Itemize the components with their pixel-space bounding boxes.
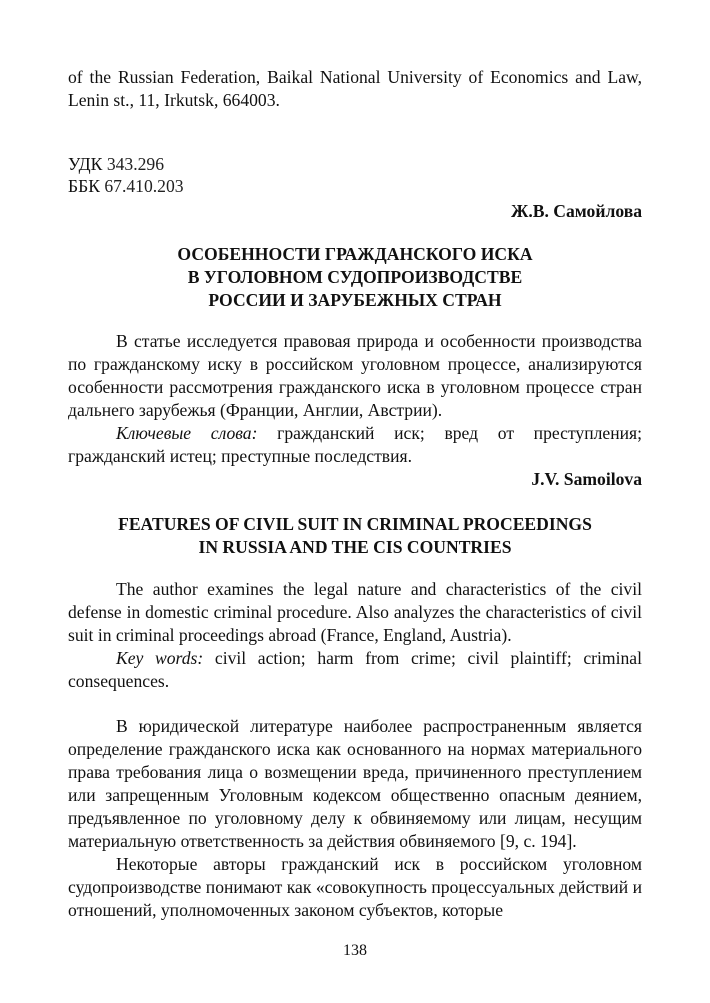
keywords-en-text: civil action; harm from crime; civil plaintiff; criminal consequences.: [68, 648, 642, 691]
keywords-ru: [68, 422, 642, 468]
keywords-ru-label: Ключевые слова:: [116, 423, 258, 443]
abstract-en-text: The author examines the legal nature and characteristics of the civil defense in domestic criminal procedure. Also analyzes the characteristics of civil suit in criminal proceedings abroad (France, England, Austria).: [68, 579, 642, 645]
title-ru: [68, 243, 642, 312]
keywords-en-label: Key words:: [116, 648, 204, 668]
body-paragraph: Некоторые авторы гражданский иск в российском уголовном судопроизводстве понимают как «совокупность процессуальных действий и отношений, уполномоченных законом субъектов, которые: [68, 854, 642, 920]
title-en-line: FEATURES OF CIVIL SUIT IN CRIMINAL PROCEEDINGS: [118, 514, 592, 534]
udk-value: 343.296: [106, 154, 165, 174]
abstract-en: [68, 578, 642, 693]
title-ru-line: РОССИИ И ЗАРУБЕЖНЫХ СТРАН: [208, 290, 502, 310]
author-en: J.V. Samoilova: [531, 469, 642, 489]
udk-line: [68, 153, 642, 175]
affiliation-text: of the Russian Federation, Baikal National University of Economics and Law, Lenin st., 11, Irkutsk, 664003.: [68, 67, 642, 110]
body-text: [68, 715, 642, 922]
author-ru: Ж.В. Самойлова: [510, 201, 642, 221]
page-number: 138: [343, 942, 367, 959]
abstract-ru-text: В статье исследуется правовая природа и особенности производства по гражданскому иску в российском уголовном процессе, анализируются особенности рассмотрения гражданского иска в уголовном процессе стран дальнего зарубежья (Франции, Англии, Австрии).: [68, 331, 642, 420]
bbk-value: 67.410.203: [104, 176, 184, 196]
body-paragraph: В юридической литературе наиболее распространенным является определение гражданского иска как основанного на нормах материального права требования лица о возмещении вреда, причиненного преступлением или запрещенным Уголовным кодексом общественно опасным деянием, предъявленное по уголовному делу к обвиняемому или лицам, несущим материальную ответственность за действия обвиняемого [9, с. 194].: [68, 716, 642, 851]
bbk-label: ББК: [68, 176, 100, 196]
title-ru-line: ОСОБЕННОСТИ ГРАЖДАНСКОГО ИСКА: [177, 244, 533, 264]
title-ru-line: В УГОЛОВНОМ СУДОПРОИЗВОДСТВЕ: [187, 267, 523, 287]
abstract-ru: [68, 330, 642, 468]
bbk-line: [68, 175, 642, 197]
keywords-ru-text: гражданский иск; вред от преступления; гражданский истец; преступные последствия.: [68, 423, 643, 466]
title-en-line: IN RUSSIA AND THE CIS COUNTRIES: [198, 537, 512, 557]
udk-label: УДК: [68, 154, 103, 174]
keywords-en: [68, 647, 642, 693]
title-en: [68, 513, 642, 559]
